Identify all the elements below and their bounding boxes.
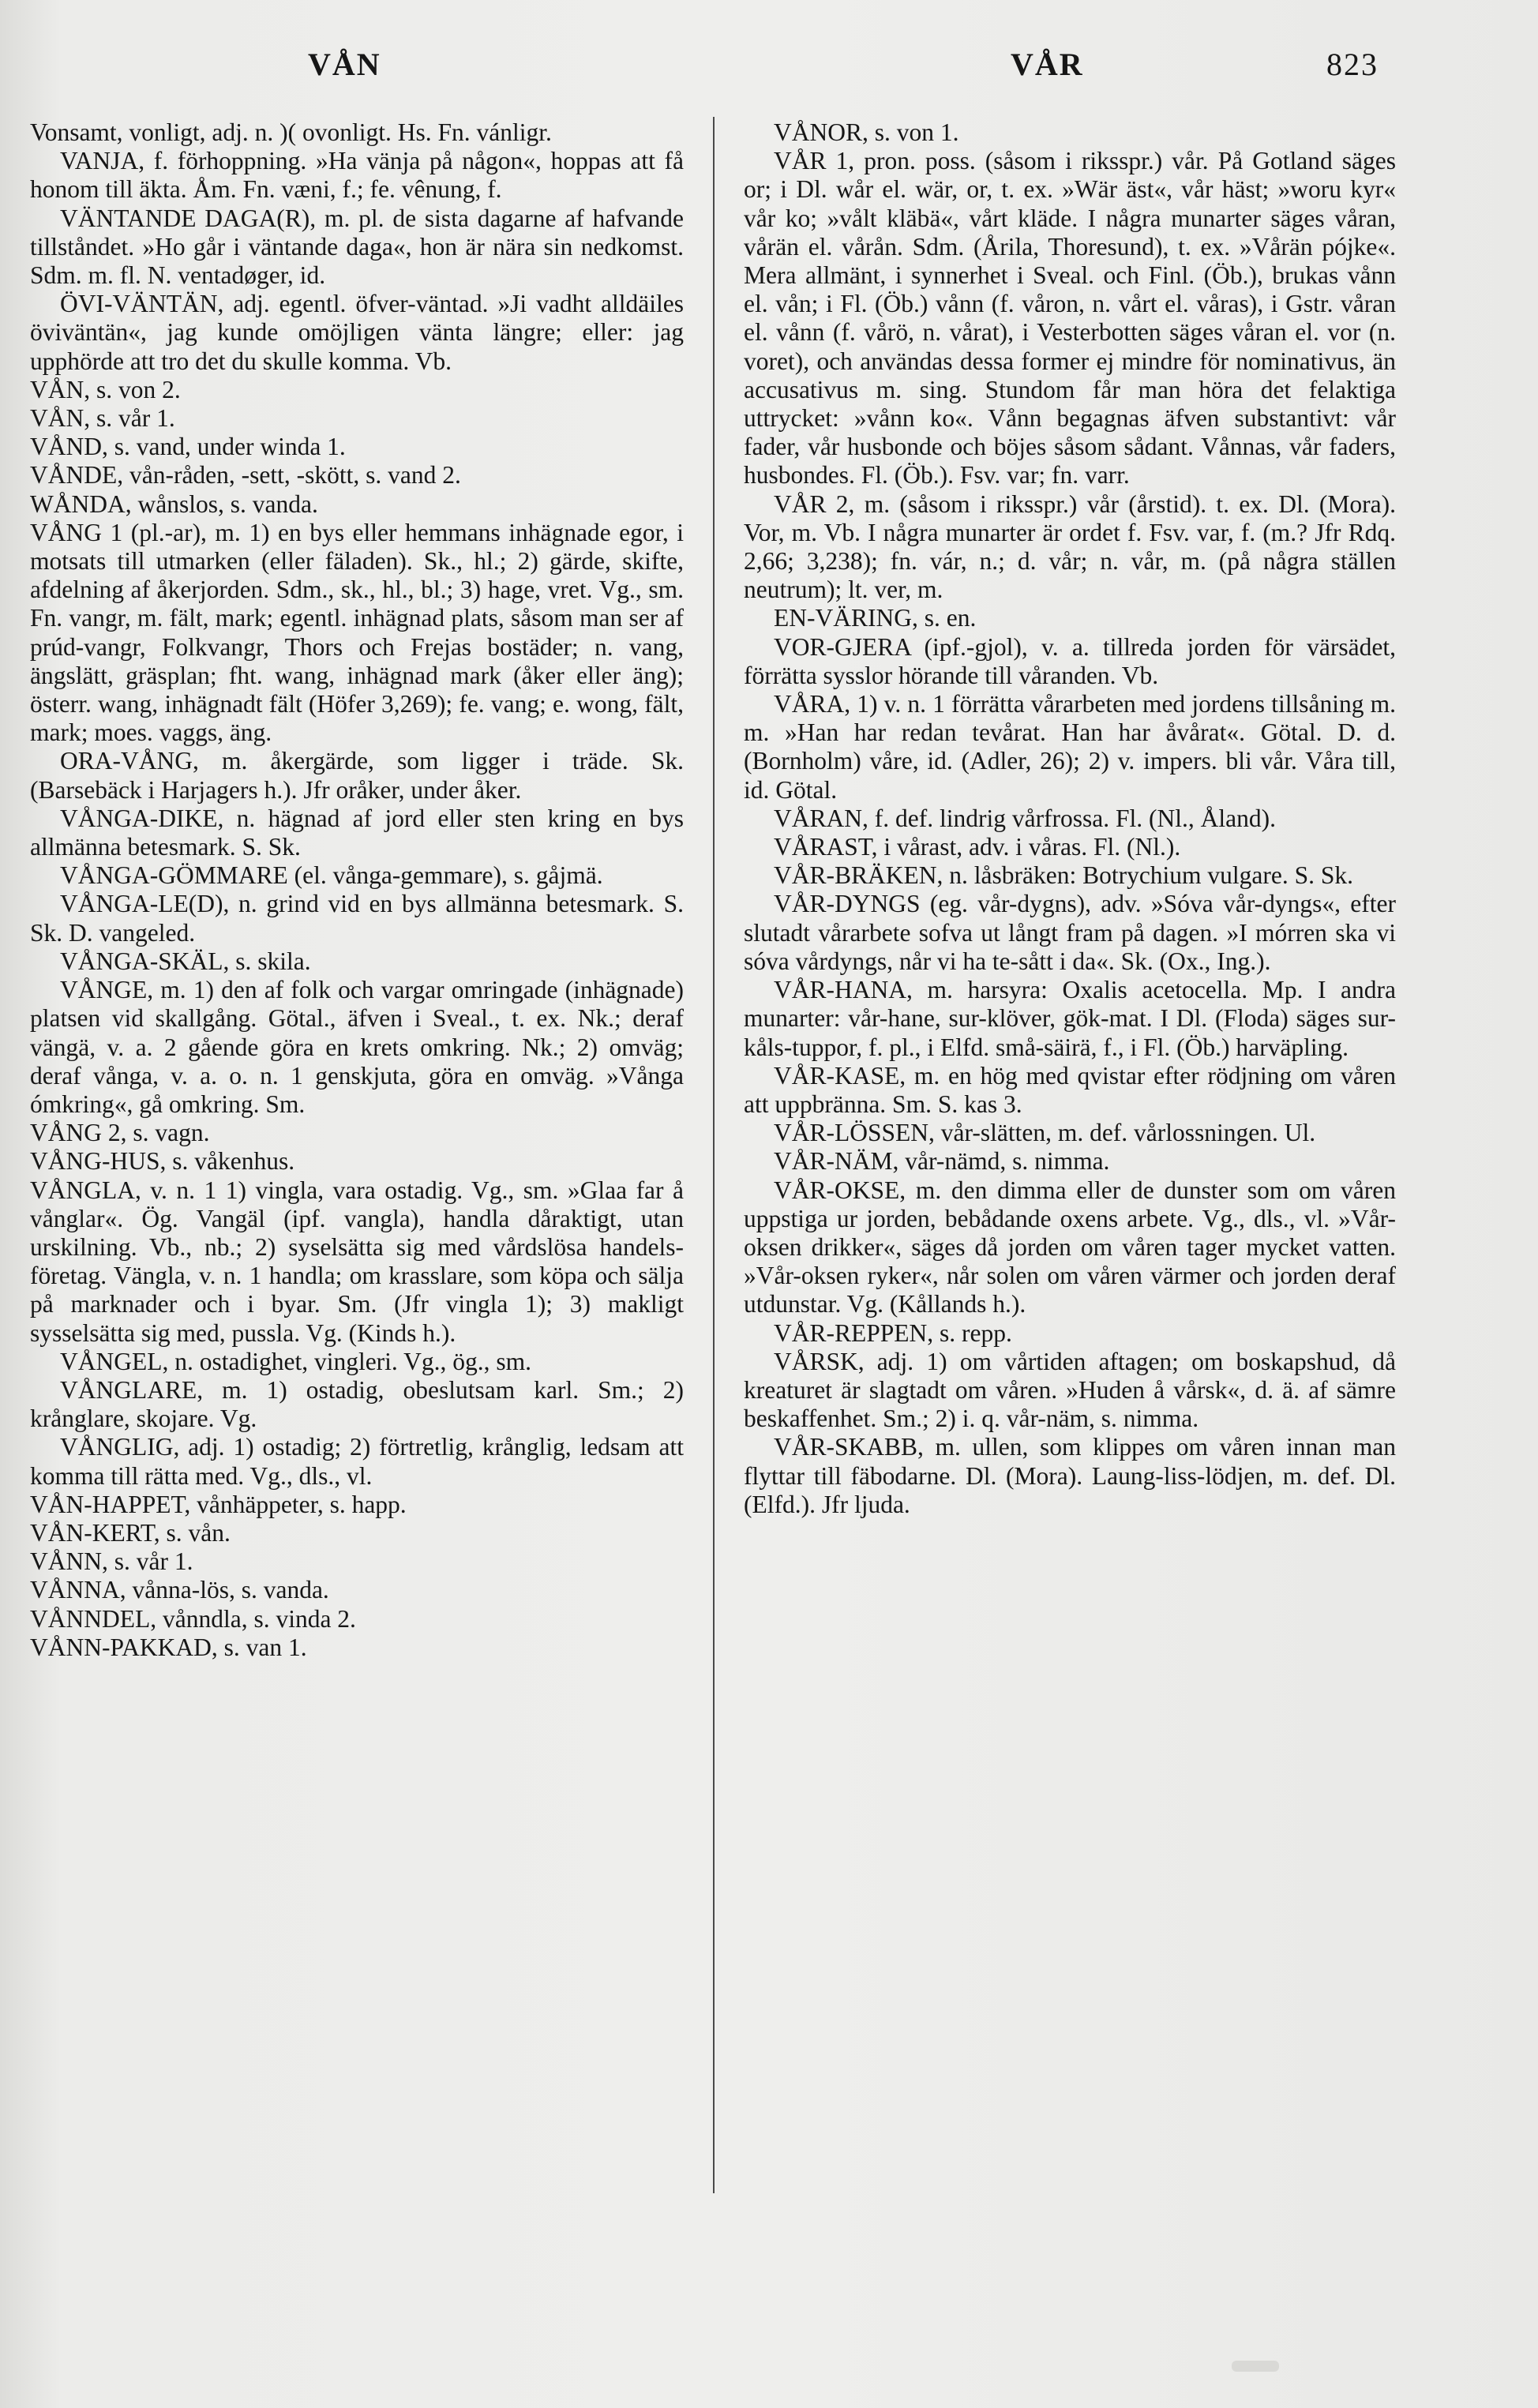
dictionary-entry: VÅR-LÖSSEN, vår-slätten, m. def. vårlossningen. Ul.	[774, 1119, 1316, 1147]
dictionary-entry: VÅNOR, s. von 1.	[774, 118, 959, 146]
dictionary-entry: VÅNGEL, n. ostadighet, vingleri. Vg., ög., sm.	[60, 1347, 531, 1375]
dictionary-entry: Vonsamt, vonligt, adj. n. )( ovonligt. Hs. Fn. vánligr.	[30, 118, 552, 146]
dictionary-entry: VÅN, s. von 2.	[30, 375, 181, 403]
running-head-right: VÅR	[1011, 47, 1084, 82]
dictionary-entry: VÅR 1, pron. poss. (såsom i riksspr.) vår. På Gotland säges or; i Dl. wår el. wär, or, t. ex. »Wär äst«, vår häst; »woru kyr« vår ko; »vålt kläbä«, vårt kläde. I några munarter säges våran, vårän el. vårån. Sdm. (Årila, Thoresund), t. ex. »Vårän pójke«. Mera allmänt, i synnerhet i Sveal. och Finl. (Öb.), brukas vånn el. vån; i Fl. (Öb.) vånn (f. våron, n. vårt el. våras), i Gstr. våran el. vånn (f. vårö, n. vårat), i Vesterbotten säges våran el. vor (n. voret), och användas dessa former ej mindre för nominativus, än accusativus m. sing. Stundom får man höra det felaktiga uttrycket: »vånn ko«. Vånn begagnas äfven substantivt: vår fader, vår husbonde och böjes såsom sådant. Vånnas, vår faders, husbondes. Fl. (Öb.). Fsv. var; fn. varr.	[744, 147, 1396, 489]
dictionary-entry: VÅRA, 1) v. n. 1 förrätta vårarbeten med jordens tillsåning m. m. »Han har redan tevårat. Han har åvårat«. Götal. D. d. (Bornholm) våre, id. (Adler, 26); 2) v. impers. bli vår. Våra till, id. Götal.	[744, 690, 1396, 804]
dictionary-entry: VÅR-KASE, m. en hög med qvistar efter rödjning om våren att uppbränna. Sm. S. kas 3.	[744, 1061, 1396, 1118]
dictionary-entry: VÅRAN, f. def. lindrig vårfrossa. Fl. (Nl., Åland).	[774, 804, 1277, 832]
dictionary-entry: VÅND, s. vand, under winda 1.	[30, 433, 346, 461]
dictionary-entry: VÅNGLARE, m. 1) ostadig, obeslutsam karl. Sm.; 2) krånglare, skojare. Vg.	[30, 1375, 684, 1433]
dictionary-entry: VÅNDE, vån-råden, -sett, -skött, s. vand 2.	[30, 461, 461, 489]
dictionary-entry: VÅNGA-SKÄL, s. skila.	[60, 947, 311, 975]
dictionary-entry: VÅNGE, m. 1) den af folk och vargar omringade (inhägnade) platsen vid skallgång. Götal., äfven i Sveal., t. ex. Nk.; deraf vängä, v. a. 2 gående göra en krets omkring. Nk.; 2) omväg; deraf vånga, v. a. o. n. 1 genskjuta, göra en omväg. »Vånga ómkring«, gå omkring. Sm.	[30, 976, 684, 1118]
dictionary-entry: VÅNN, s. vår 1.	[30, 1547, 193, 1576]
right-column	[744, 118, 1396, 1519]
dictionary-entry: VÅN-HAPPET, vånhäppeter, s. happ.	[30, 1490, 407, 1518]
column-divider	[713, 117, 715, 2193]
running-head-left: VÅN	[308, 47, 381, 82]
running-head	[0, 46, 1538, 93]
dictionary-entry: VÅNGLIG, adj. 1) ostadig; 2) förtretlig, krånglig, ledsam att komma till rätta med. Vg., dls., vl.	[30, 1433, 684, 1490]
dictionary-entry: VÅR 2, m. (såsom i riksspr.) vår (årstid). t. ex. Dl. (Mora). Vor, m. Vb. I några munarter är ordet f. Fsv. var, f. (m.? Jfr Rdq. 2,66; 3,238); fn. vár, n.; d. vår; n. vår, m. (på några ställen neutrum); lt. ver, m.	[744, 489, 1396, 604]
dictionary-entry: VÅN-KERT, s. vån.	[30, 1518, 231, 1547]
dictionary-entry: VÅR-REPPEN, s. repp.	[774, 1318, 1012, 1347]
dictionary-entry: WÅNDA, wånslos, s. vanda.	[30, 489, 318, 518]
dictionary-entry: VÅN, s. vår 1.	[30, 404, 175, 433]
dictionary-entry: VÅNG 2, s. vagn.	[30, 1119, 210, 1147]
dictionary-entry: VÅR-NÄM, vår-nämd, s. nimma.	[774, 1147, 1110, 1176]
dictionary-entry: VÅR-HANA, m. harsyra: Oxalis acetocella. Mp. I andra munarter: vår-hane, sur-klöver, gök-mat. I Dl. (Floda) säges sur-kåls-tuppor, f. pl., i Elfd. små-säirä, f., i Fl. (Öb.) harväpling.	[744, 976, 1396, 1061]
dictionary-entry: VANJA, f. förhoppning. »Ha vänja på någon«, hoppas att få honom till äkta. Åm. Fn. væni, f.; fe. vênung, f.	[30, 147, 684, 204]
dictionary-entry: ORA-VÅNG, m. åkergärde, som ligger i träde. Sk. (Barsebäck i Harjagers h.). Jfr oråker, under åker.	[30, 747, 684, 804]
dictionary-entry: VÅNGLA, v. n. 1 1) vingla, vara ostadig. Vg., sm. »Glaa far å vånglar«. Ög. Vangäl (ipf. vangla), handla dåraktigt, utan urskilning. Vb., nb.; 2) syselsätta sig med vårdslösa handels-företag. Vängla, v. n. 1 handla; om krasslare, som köpa och sälja på marknader och i byar. Sm. (Jfr vingla 1); 3) makligt sysselsätta sig med, pussla. Vg. (Kinds h.).	[30, 1176, 684, 1347]
dictionary-entry: VOR-GJERA (ipf.-gjol), v. a. tillreda jorden för värsädet, förrätta sysslor hörande till våranden. Vb.	[744, 632, 1396, 689]
dictionary-entry: VÅR-OKSE, m. den dimma eller de dunster som om våren uppstiga ur jorden, bebådande oxens arbete. Vg., dls., vl. »Vår-oksen drikker«, säges då jorden om våren tager mycket vatten. »Vår-oksen ryker«, når solen om våren värmer och jorden deraf utdunstar. Vg. (Kållands h.).	[744, 1176, 1396, 1318]
dictionary-entry: EN-VÄRING, s. en.	[774, 604, 977, 632]
bleed-through-mark	[1232, 2361, 1279, 2372]
dictionary-entry: VÅNGA-LE(D), n. grind vid en bys allmänna betesmark. S. Sk. D. vangeled.	[30, 890, 684, 947]
dictionary-entry: VÅNNA, vånna-lös, s. vanda.	[30, 1576, 329, 1604]
dictionary-entry: ÖVI-VÄNTÄN, adj. egentl. öfver-väntad. »Ji vadht alldäiles öviväntän«, jag kunde omöjligen vänta längre; eller: jag upphörde att tro det du skulle komma. Vb.	[30, 290, 684, 375]
dictionary-entry: VÅR-SKABB, m. ullen, som klippes om våren innan man flyttar till fäbodarne. Dl. (Mora). Laung-liss-lödjen, m. def. Dl. (Elfd.). Jfr ljuda.	[744, 1433, 1396, 1518]
dictionary-entry: VÅR-DYNGS (eg. vår-dygns), adv. »Sóva vår-dyngs«, efter slutadt vårarbete sofva ut långt fram på dagen. »I mórren ska vi sóva vårdyngs, når vi ha te-sått i da«. Sk. (Ox., Ing.).	[744, 890, 1396, 975]
dictionary-entry: VÅR-BRÄKEN, n. låsbräken: Botrychium vulgare. S. Sk.	[774, 861, 1354, 890]
dictionary-entry: VÅRSK, adj. 1) om vårtiden aftagen; om boskapshud, då kreaturet är slagtadt om våren. »Huden å vårsk«, d. ä. af sämre beskaffenhet. Sm.; 2) i. q. vår-näm, s. nimma.	[744, 1347, 1396, 1433]
dictionary-entry: VÅNG 1 (pl.-ar), m. 1) en bys eller hemmans inhägnade egor, i motsats till utmarken (eller fäladen). Sk., hl.; 2) gärde, skifte, afdelning af åkerjorden. Sdm., sk., hl., bl.; 3) hage, vret. Vg., sm. Fn. vangr, m. fält, mark; egentl. inhägnad plats, såsom man ser af prúd-vangr, Folkvangr, Thors och Frejas bostäder; n. vang, ängslätt, gräsplan; fht. wang, inhägnad mark (åker eller äng); österr. wang, inhägnadt fält (Höfer 3,269); fe. vang; e. wong, fält, mark; moes. vaggs, äng.	[30, 518, 684, 747]
dictionary-entry: VÅNN-PAKKAD, s. van 1.	[30, 1633, 307, 1661]
dictionary-entry: VÅNG-HUS, s. våkenhus.	[30, 1147, 295, 1176]
dictionary-entry: VÄNTANDE DAGA(R), m. pl. de sista dagarne af hafvande tillståndet. »Ho går i väntande daga«, hon är nära sin nedkomst. Sdm. m. fl. N. ventadøger, id.	[30, 204, 684, 290]
page-number: 823	[1326, 47, 1379, 82]
dictionary-entry: VÅRAST, i vårast, adv. i våras. Fl. (Nl.).	[774, 833, 1181, 861]
dictionary-entry: VÅNGA-GÖMMARE (el. vånga-gemmare), s. gåjmä.	[60, 861, 603, 890]
dictionary-entry: VÅNGA-DIKE, n. hägnad af jord eller sten kring en bys allmänna betesmark. S. Sk.	[30, 804, 684, 861]
dictionary-entry: VÅNNDEL, vånndla, s. vinda 2.	[30, 1604, 356, 1633]
left-column	[30, 118, 684, 1662]
